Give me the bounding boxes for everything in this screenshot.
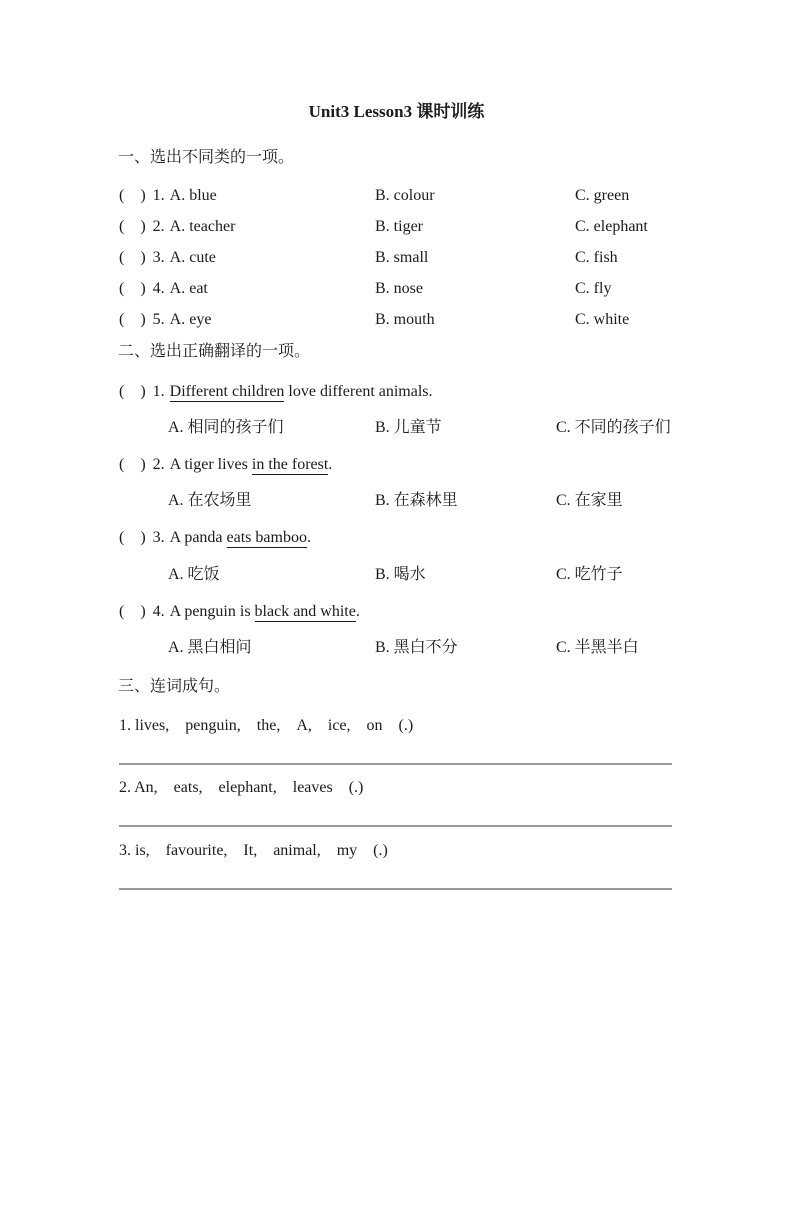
classification-row	[119, 279, 793, 299]
option-c: C. fly	[575, 280, 612, 297]
rearrange-item: 1. lives, penguin, the, A, ice, on (.)	[119, 717, 414, 734]
answer-blank: ( )	[119, 280, 146, 297]
option-b: B. small	[375, 249, 429, 266]
answer-line	[119, 763, 672, 765]
answer-blank: ( )	[119, 218, 146, 235]
underlined-phrase: Different children	[169, 383, 285, 400]
translation-question	[119, 528, 793, 548]
option-b: B. colour	[375, 187, 435, 204]
classification-row	[119, 310, 793, 330]
answer-blank: ( )	[119, 383, 146, 400]
rearrange-item: 2. An, eats, elephant, leaves (.)	[119, 779, 364, 796]
question-number: 2.	[152, 456, 165, 473]
answer-blank: ( )	[119, 529, 146, 546]
question-number: 1.	[152, 187, 165, 204]
worksheet-page	[0, 101, 793, 1223]
option-b: B. 黑白不分	[375, 639, 458, 656]
option-c: C. white	[575, 311, 630, 328]
translation-options	[119, 638, 793, 658]
page-title: Unit3 Lesson3 课时训练	[308, 102, 485, 121]
section-two-heading: 二、选出正确翻译的一项。	[118, 343, 311, 360]
answer-line	[119, 888, 672, 890]
translation-question	[119, 382, 793, 402]
option-c: C. 半黑半白	[556, 639, 639, 656]
option-a: A. eye	[169, 311, 212, 328]
underlined-phrase: black and white	[254, 603, 356, 620]
option-b: B. 在森林里	[375, 492, 458, 509]
option-b: B. tiger	[375, 218, 423, 235]
underlined-phrase: eats bamboo	[226, 529, 307, 546]
option-a: A. 黑白相问	[168, 639, 252, 656]
question-number: 3.	[152, 529, 165, 546]
option-a: A. eat	[169, 280, 208, 297]
option-c: C. 在家里	[556, 492, 623, 509]
option-b: B. mouth	[375, 311, 435, 328]
answer-blank: ( )	[119, 249, 146, 266]
option-a: A. blue	[169, 187, 217, 204]
section-one-heading: 一、选出不同类的一项。	[118, 149, 295, 166]
option-c: C. green	[575, 187, 630, 204]
question-number: 3.	[152, 249, 165, 266]
answer-line	[119, 825, 672, 827]
answer-blank: ( )	[119, 187, 146, 204]
sentence-pre: A tiger lives	[169, 456, 252, 473]
sentence-post: .	[328, 456, 333, 473]
option-c: C. elephant	[575, 218, 648, 235]
underlined-phrase: in the forest	[251, 456, 329, 473]
classification-row	[119, 217, 793, 237]
sentence-pre: A penguin is	[169, 603, 255, 620]
option-b: B. nose	[375, 280, 423, 297]
answer-blank: ( )	[119, 603, 146, 620]
option-b: B. 儿童节	[375, 419, 442, 436]
option-a: A. teacher	[169, 218, 236, 235]
section-three-heading: 三、连词成句。	[118, 678, 231, 695]
question-number: 2.	[152, 218, 165, 235]
answer-blank: ( )	[119, 456, 146, 473]
rearrange-item: 3. is, favourite, It, animal, my (.)	[119, 842, 388, 859]
question-number: 1.	[152, 383, 165, 400]
translation-options	[119, 491, 793, 511]
translation-options	[119, 565, 793, 585]
translation-question	[119, 455, 793, 475]
sentence-post: .	[355, 603, 360, 620]
classification-row	[119, 248, 793, 268]
translation-question	[119, 602, 793, 622]
option-c: C. 不同的孩子们	[556, 419, 671, 436]
option-b: B. 喝水	[375, 566, 426, 583]
option-a: A. 相同的孩子们	[168, 419, 284, 436]
sentence-pre: A panda	[169, 529, 227, 546]
option-a: A. 吃饭	[168, 566, 220, 583]
question-number: 4.	[152, 280, 165, 297]
answer-blank: ( )	[119, 311, 146, 328]
question-number: 4.	[152, 603, 165, 620]
classification-row	[119, 186, 793, 206]
option-a: A. cute	[169, 249, 216, 266]
option-a: A. 在农场里	[168, 492, 252, 509]
sentence-post: love different animals.	[284, 383, 433, 400]
sentence-post: .	[306, 529, 311, 546]
translation-options	[119, 418, 793, 438]
question-number: 5.	[152, 311, 165, 328]
option-c: C. fish	[575, 249, 618, 266]
option-c: C. 吃竹子	[556, 566, 623, 583]
